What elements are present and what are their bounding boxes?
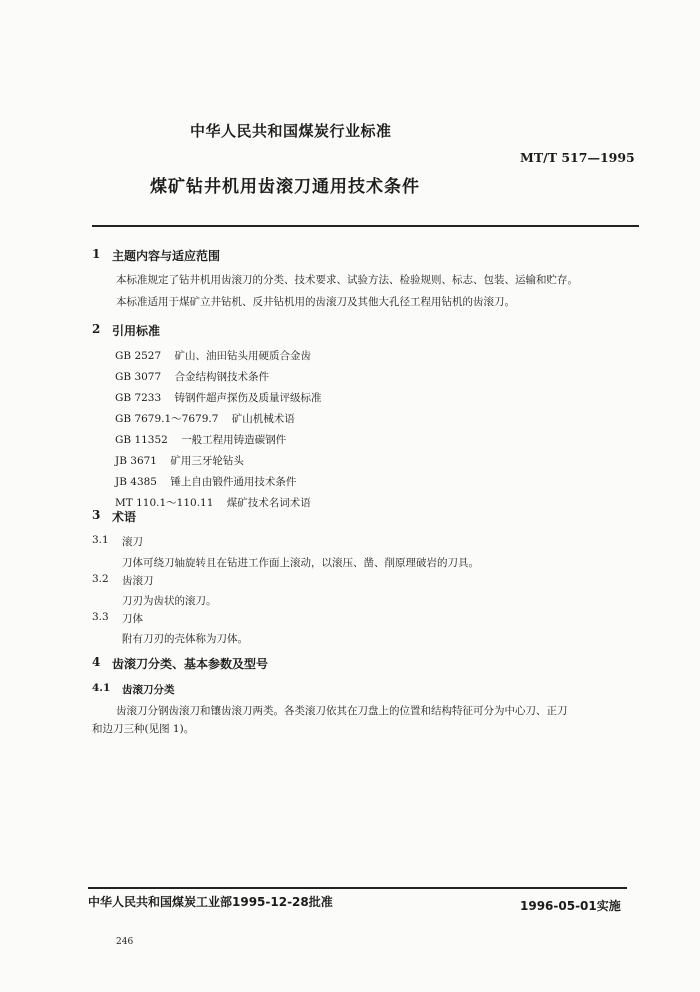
reference-code: JB 4385 (115, 476, 157, 488)
reference-code: GB 2527 (115, 350, 162, 362)
reference-item (115, 453, 244, 468)
reference-name: 矿山、油田钻头用硬质合金齿 (174, 350, 312, 362)
reference-name: 锤上自由锻件通用技术条件 (170, 476, 297, 488)
reference-item (115, 390, 322, 405)
section-2-title: 引用标准 (112, 324, 161, 338)
reference-code: GB 7233 (115, 392, 162, 404)
reference-name: 铸钢件超声探伤及质量评级标准 (174, 392, 322, 404)
term-name: 刀体 (122, 613, 143, 625)
reference-item (115, 495, 311, 510)
header-rule (92, 225, 639, 227)
reference-code: GB 3077 (115, 371, 162, 383)
issuing-authority: 中华人民共和国煤炭行业标准 (190, 122, 392, 140)
approval-note: 中华人民共和国煤炭工业部1995-12-28批准 (88, 895, 333, 909)
reference-item (115, 411, 295, 426)
standard-code: MT/T 517—1995 (520, 150, 635, 165)
subsection-4-1-number: 4.1 (92, 682, 111, 694)
term-number: 3.1 (92, 534, 109, 546)
subsection-4-1-paragraph-line-1: 齿滚刀分钢齿滚刀和镶齿滚刀两类。各类滚刀依其在刀盘上的位置和结构特征可分为中心刀、正刀 (116, 705, 568, 717)
subsection-4-1-paragraph-line-2: 和边刀三种(见图 1)。 (92, 723, 195, 735)
term-definition: 附有刀刃的壳体称为刀体。 (122, 633, 248, 645)
section-2-number: 2 (92, 322, 101, 336)
term-definition: 刀刃为齿状的滚刀。 (122, 595, 217, 607)
section-4-number: 4 (92, 655, 101, 669)
section-1-title: 主题内容与适应范围 (112, 249, 221, 263)
term-definition: 刀体可绕刀轴旋转且在钻进工作面上滚动，以滚压、凿、削原理破岩的刀具。 (122, 557, 479, 569)
reference-item (115, 474, 296, 489)
reference-code: JB 3671 (115, 455, 157, 467)
reference-name: 煤矿技术名词术语 (226, 497, 311, 509)
section-4-title: 齿滚刀分类、基本参数及型号 (112, 657, 269, 671)
section-1-paragraph-1: 本标准规定了钻井机用齿滚刀的分类、技术要求、试验方法、检验规则、标志、包装、运输和贮存。 (116, 274, 578, 286)
reference-item (115, 432, 286, 447)
reference-code: GB 11352 (115, 434, 168, 446)
footer-rule (88, 887, 627, 889)
reference-item (115, 369, 269, 384)
reference-code: GB 7679.1～7679.7 (115, 413, 219, 425)
subsection-4-1-title: 齿滚刀分类 (122, 684, 175, 696)
document-title: 煤矿钻井机用齿滚刀通用技术条件 (150, 177, 420, 197)
reference-name: 合金结构钢技术条件 (174, 371, 270, 383)
effective-date: 1996-05-01实施 (520, 899, 621, 913)
term-number: 3.2 (92, 573, 109, 585)
section-1-paragraph-2: 本标准适用于煤矿立井钻机、反井钻机用的齿滚刀及其他大孔径工程用钻机的齿滚刀。 (116, 296, 515, 308)
section-3-title: 术语 (112, 510, 137, 524)
reference-name: 矿用三牙轮钻头 (170, 455, 244, 467)
section-1-number: 1 (92, 247, 101, 261)
reference-item (115, 348, 311, 363)
term-number: 3.3 (92, 611, 109, 623)
reference-code: MT 110.1～110.11 (115, 497, 214, 509)
page-number: 246 (116, 937, 134, 947)
reference-name: 矿山机械术语 (231, 413, 295, 425)
term-name: 滚刀 (122, 536, 143, 548)
reference-name: 一般工程用铸造碳钢件 (181, 434, 287, 446)
term-name: 齿滚刀 (122, 575, 154, 587)
section-3-number: 3 (92, 508, 101, 522)
